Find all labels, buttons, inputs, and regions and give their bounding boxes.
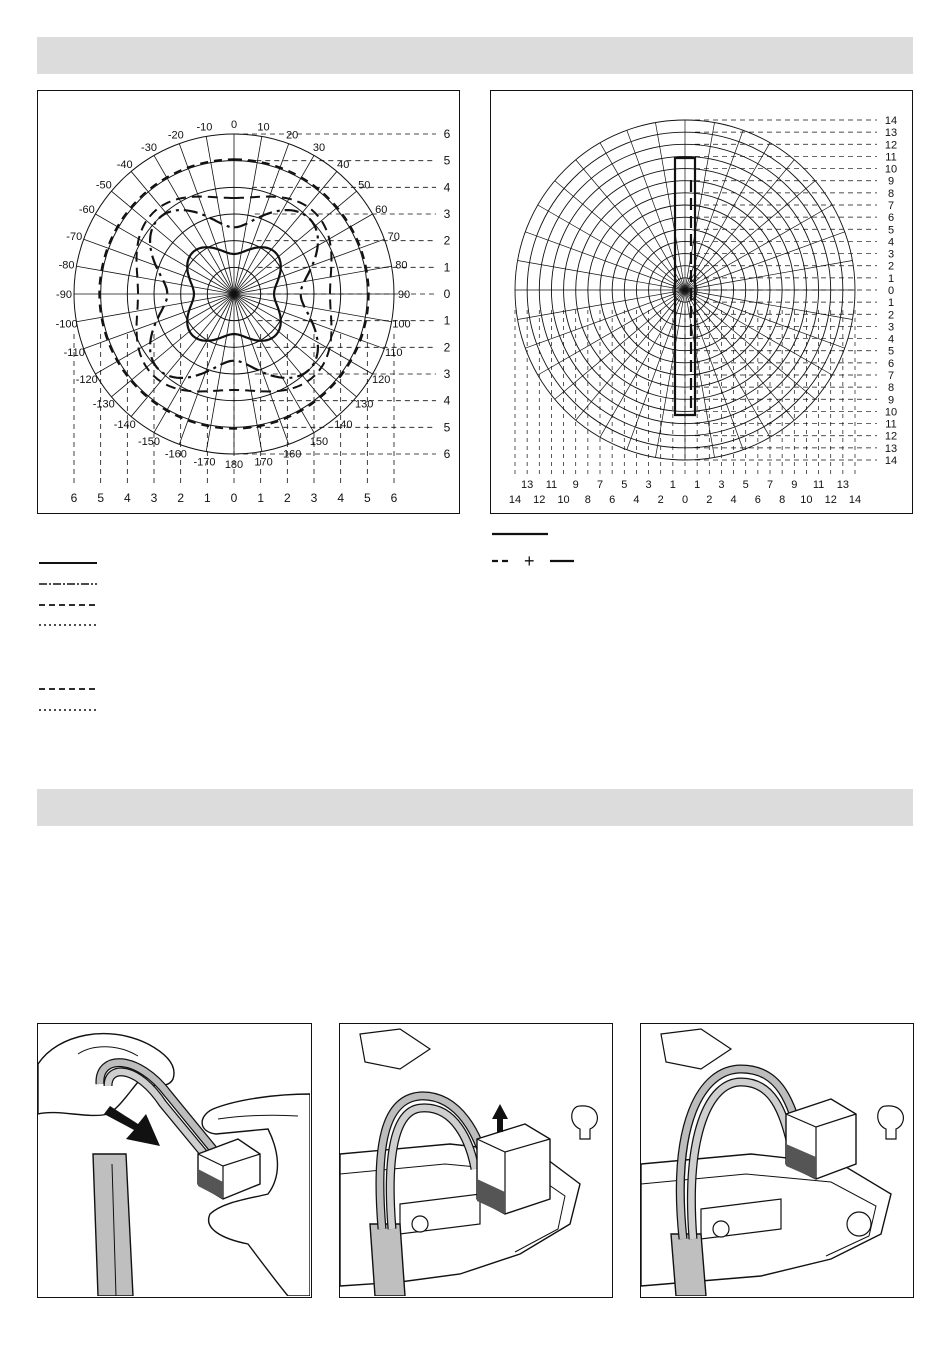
left-bottom-scale-label: 4 [337,491,345,505]
right-right-scale-label: 4 [887,333,895,346]
left-right-scale-label: 4 [443,180,451,195]
right-bottom-even-label: 0 [681,494,689,506]
left-right-scale-label: 1 [443,260,451,275]
left-bottom-scale-label: 1 [203,491,211,505]
right-bottom-odd-label: 13 [836,479,849,491]
left-angle-label: 180 [224,459,244,471]
right-right-scale-label: 10 [884,163,898,176]
right-bottom-odd-label: 5 [621,479,628,491]
left-angle-label: 140 [334,419,353,432]
left-legend [37,555,107,715]
left-right-scale-label: 2 [443,233,451,248]
right-right-scale-label: 11 [885,151,897,164]
left-angle-label: 30 [312,141,326,154]
right-right-scale-label: 14 [884,455,898,467]
right-bottom-even-label: 8 [779,494,786,506]
right-right-scale-label: 8 [887,382,895,395]
left-angle-label: -160 [164,448,187,461]
cable-sheath [370,1224,405,1296]
right-right-scale-label: 10 [884,406,898,419]
right-bottom-odd-label: 11 [545,479,558,491]
left-bottom-scale-label: 3 [150,491,158,505]
left-angle-label: -30 [141,141,157,154]
right-bottom-even-label: 10 [557,494,570,506]
left-angle-label: 0 [230,119,238,131]
right-right-scale-label: 3 [887,248,895,261]
left-angle-label: -150 [137,436,161,449]
right-bottom-odd-label: 3 [718,479,725,491]
left-bottom-scale-label: 1 [257,491,265,505]
right-bottom-odd-label: 1 [669,479,676,491]
right-right-scale-label: 12 [884,430,898,443]
insert-arrow-icon [104,1106,160,1146]
left-right-scale-label: 6 [443,447,451,461]
illustration-connector-lift [339,1023,613,1298]
right-right-scale-label: 8 [887,187,895,200]
left-bottom-scale-label: 5 [97,491,105,505]
left-angle-label: -90 [56,289,72,301]
left-right-scale-label: 6 [443,127,451,141]
left-polar-diagram [37,90,460,514]
illustration-connector-seated [640,1023,914,1298]
right-right-scale-label: 4 [887,236,895,249]
left-polar-svg [38,91,458,512]
right-polar-svg [491,91,911,512]
left-right-scale-label: 1 [443,313,451,328]
right-right-scale-label: 5 [887,345,895,358]
left-right-scale-label: 0 [443,287,451,301]
left-right-scale-label: 4 [443,393,451,408]
left-angle-label: -100 [55,318,78,331]
left-angle-label: -170 [193,456,216,469]
left-angle-label: -10 [196,121,213,134]
right-legend [490,525,590,575]
left-bottom-scale-label: 6 [390,491,398,505]
left-angle-label: 130 [355,398,374,411]
left-angle-label: 170 [254,456,273,469]
right-right-scale-label: 7 [887,200,895,212]
right-bottom-odd-label: 7 [596,479,604,491]
right-right-scale-label: 13 [884,127,898,140]
left-bottom-scale-label: 0 [230,491,238,505]
section-header-band-2 [37,789,913,826]
right-right-scale-label: 5 [887,224,895,237]
right-right-scale-label: 1 [887,272,895,285]
right-right-scale-label: 3 [887,321,895,334]
connector-lift-svg [340,1024,611,1296]
left-angle-label: -140 [113,419,136,432]
left-bottom-scale-label: 5 [363,491,371,505]
right-bottom-even-label: 14 [848,494,862,506]
right-bottom-odd-label: 11 [812,479,825,491]
right-right-scale-label: 6 [887,212,895,225]
right-bottom-even-label: 10 [800,494,813,506]
left-bottom-scale-label: 2 [283,491,291,505]
wire-insert-svg [38,1024,310,1296]
left-angle-label: -110 [63,347,85,360]
left-angle-label: 100 [392,318,411,331]
left-angle-label: 60 [375,204,388,216]
right-right-scale-label: 1 [887,297,895,310]
left-right-scale-label: 2 [443,340,451,355]
connector-seated-svg [641,1024,912,1296]
left-angle-label: -60 [78,204,95,216]
left-angle-label: 10 [257,121,270,134]
right-bottom-even-label: 6 [609,494,616,506]
right-right-scale-label: 7 [887,370,895,382]
right-bottom-even-label: 14 [508,494,522,506]
right-right-scale-label: 13 [884,442,898,455]
left-angle-label: 120 [372,374,391,386]
right-right-scale-label: 0 [887,285,895,297]
left-bottom-scale-label: 3 [310,491,318,505]
right-bottom-even-label: 6 [754,494,761,506]
left-bottom-scale-label: 2 [177,491,185,505]
left-angle-label: -70 [66,230,83,243]
left-angle-label: 80 [395,259,408,272]
right-right-scale-label: 6 [887,357,895,370]
left-angle-label: -120 [75,374,98,386]
left-angle-label: -20 [167,129,184,142]
left-angle-label: 50 [358,179,371,192]
right-bottom-even-label: 4 [633,494,640,506]
cable-sheath [671,1234,706,1296]
right-bottom-even-label: 12 [824,494,837,506]
cable-sheath [93,1154,133,1296]
right-bottom-even-label: 12 [533,494,546,506]
left-right-scale-label: 3 [443,367,451,381]
left-right-scale-label: 3 [443,207,451,221]
right-bottom-odd-label: 5 [742,479,749,491]
right-polar-diagram [490,90,913,514]
left-angle-label: 160 [282,448,302,461]
left-bottom-scale-label: 4 [123,491,131,505]
left-angle-label: 110 [384,347,403,360]
right-bottom-even-label: 2 [706,494,713,506]
left-right-scale-label: 5 [443,153,451,168]
right-right-scale-label: 12 [884,139,898,152]
right-right-scale-label: 9 [887,175,895,188]
left-angle-label: -130 [92,398,115,411]
left-angle-label: 20 [286,129,299,142]
right-bottom-even-label: 4 [730,494,737,506]
left-angle-label: 70 [387,230,400,243]
left-angle-label: 150 [309,436,329,449]
illustration-wire-insert [37,1023,312,1298]
section-header-band-1 [37,37,913,74]
left-angle-label: -40 [116,158,133,171]
right-bottom-odd-label: 1 [694,479,701,491]
right-right-scale-label: 14 [884,115,898,127]
left-right-scale-label: 5 [443,420,451,435]
legend-plus-symbol: + [524,551,535,571]
left-angle-label: -80 [58,259,75,272]
left-angle-label: 40 [337,158,350,171]
right-bottom-even-label: 2 [657,494,664,506]
right-bottom-even-label: 8 [584,494,591,506]
left-bottom-scale-label: 6 [70,491,78,505]
right-bottom-odd-label: 13 [521,479,534,491]
left-angle-label: -50 [95,179,112,192]
right-bottom-odd-label: 3 [645,479,652,491]
right-right-scale-label: 11 [885,418,897,431]
right-bottom-odd-label: 9 [791,479,798,491]
left-angle-label: 90 [397,289,411,301]
right-right-scale-label: 9 [887,394,895,407]
right-bottom-odd-label: 9 [572,479,579,491]
right-right-scale-label: 2 [887,309,895,322]
lift-arrow-icon [492,1104,508,1132]
right-right-scale-label: 2 [887,260,895,273]
right-bottom-odd-label: 7 [766,479,774,491]
